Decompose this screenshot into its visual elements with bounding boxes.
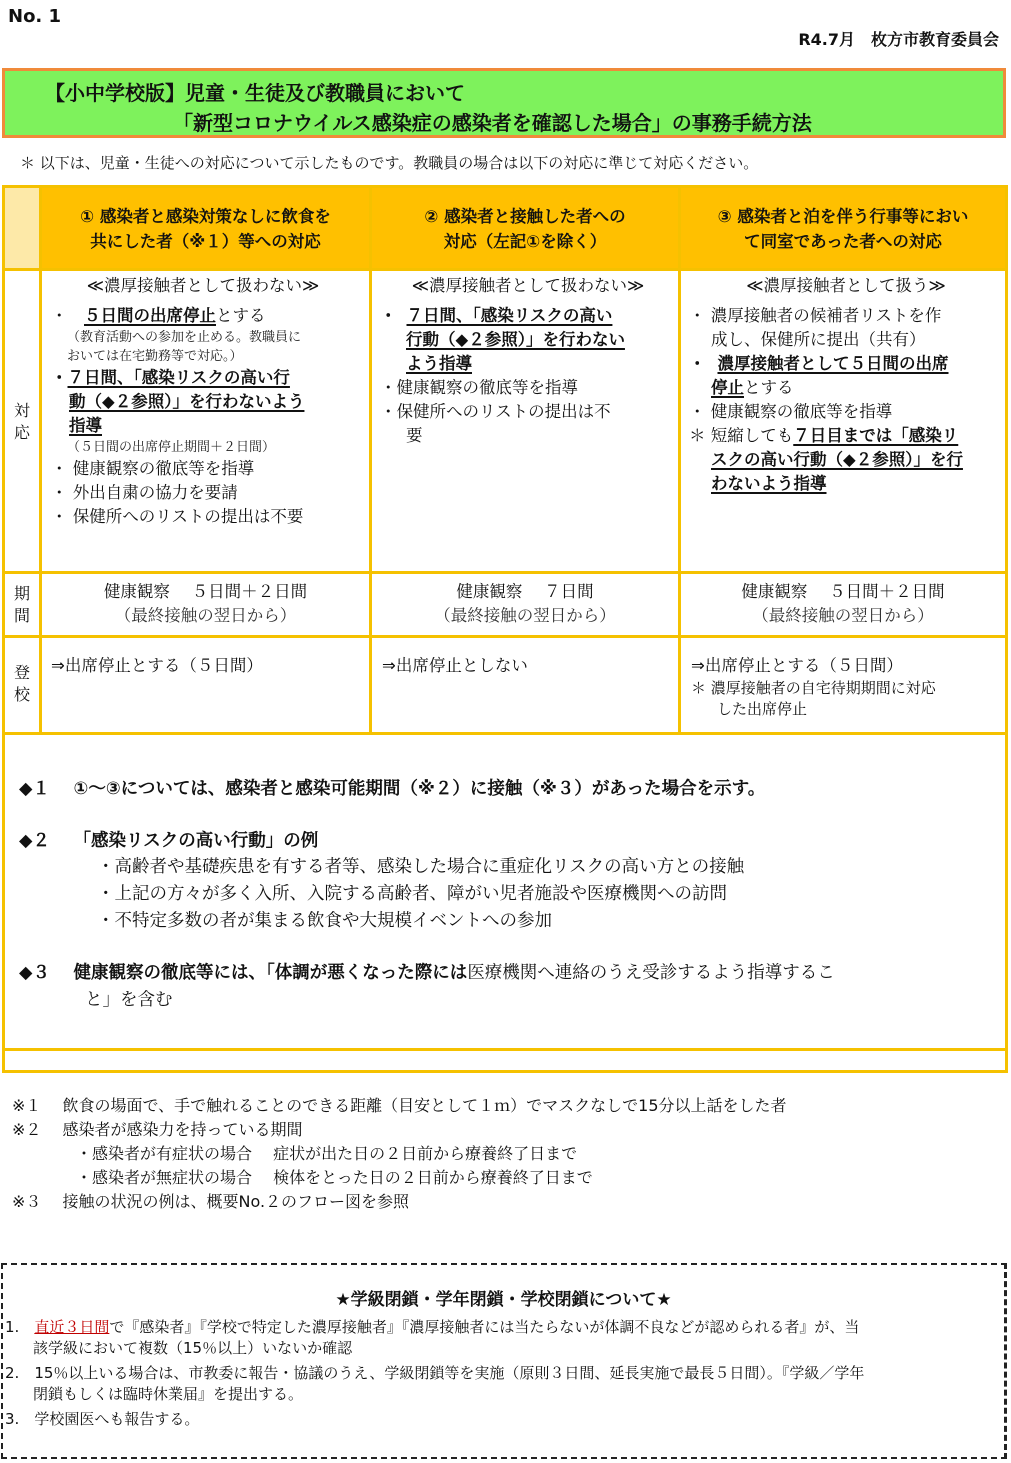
title-line-1: 【小中学校版】児童・生徒及び教職員において [45,81,465,105]
closure-item-2: 2. 15％以上いる場合は、市教委に報告・協議のうえ、学級閉鎖等を実施（原則３日間、延長実施で最長５日間）。『学級／学年 閉鎖もしくは臨時休業届』を提出する。 [5,1364,865,1403]
row-label-attendance: 登 校 [13,663,30,704]
note-3-continued: と」を含む [85,990,173,1010]
intro-note: ＊ 以下は、児童・生徒への対応について示したものです。教職員の場合は以下の対応に準じて対応ください。 [20,154,759,172]
footnote-1: ※１ 飲食の場面で、手で触れることのできる距離（目安として１ｍ）でマスクなしで15分以上話をした者 [12,1096,787,1115]
col3-header: ③ 感染者と泊を伴う行事等におい て同室であった者への対応 [717,207,969,251]
footnote-2a: ・感染者が有症状の場合 症状が出た日の２日前から療養終了日まで [76,1144,578,1163]
note-3: ◆３ 健康観察の徹底等には、「体調が悪くなった際には医療機関へ連絡のうえ受診するよう指導するこ [19,963,835,983]
col1-attendance: ⇒出席停止とする（５日間） [51,656,263,675]
title-line-2: 「新型コロナウイルス感染症の感染者を確認した場合」の事務手続方法 [173,111,812,135]
note-2-item: ・上記の方々が多く入所、入院する高齢者、障がい児者施設や医療機関への訪問 [97,884,727,904]
note-2-heading: ◆２ 「感染リスクの高い行動」の例 [19,831,319,851]
closure-box [1,1263,1007,1459]
note-1: ◆１ ①～③については、感染者と感染可能期間（※２）に接触（※３）があった場合を示す。 [19,779,766,799]
note-2-item: ・不特定多数の者が集まる飲食や大規模イベントへの参加 [97,911,552,931]
footnote-2b: ・感染者が無症状の場合 検体をとった日の２日前から療養終了日まで [76,1168,593,1187]
response-table [2,185,1008,735]
col3-response: ≪濃厚接触者として扱う≫ ・ 濃厚接触者の候補者リストを作 成し、保健所に提出（共有） ・ 濃厚接触者として５日間の出席 停止とする ・ 健康観察の徹底等を指導 ＊ 短縮しても７日目までは「感染リ スクの高い行動（◆２参照）」を行 わないよう指導 [689,276,963,493]
col2-response: ≪濃厚接触者として扱わない≫ ・ ７日間、「感染リスクの高い 行動（◆２参照）」を行わない よう指導 ・健康観察の徹底等を指導 ・保健所へのリストの提出は不 要 [380,276,645,445]
col3-attendance: ⇒出席停止とする（５日間） ＊ 濃厚接触者の自宅待期期間に対応 した出席停止 [691,656,936,718]
notes-box [2,735,1008,1073]
closure-item-1: 1. 直近３日間で『感染者』『学校で特定した濃厚接触者』『濃厚接触者には当たらないが体調不良などが認められる者』が、当 該学級において複数（15％以上）いないか確認 [5,1318,860,1357]
row-label-period: 期 間 [13,584,30,625]
closure-item-3: 3. 学校園医へも報告する。 [5,1410,200,1428]
title-banner [2,68,1006,138]
closure-title: ★学級閉鎖・学年閉鎖・学校閉鎖について★ [335,1290,672,1310]
date-and-organization: R4.7月 枚方市教育委員会 [798,30,999,49]
header-corner [5,188,39,268]
document-number: No. 1 [8,6,62,27]
col2-period: 健康観察 ７日間 （最終接触の翌日から） [434,582,616,625]
row-label-response: 対 応 [13,401,30,442]
col2-attendance: ⇒出席停止としない [382,656,528,675]
col3-period: 健康観察 ５日間＋２日間 （最終接触の翌日から） [741,582,945,625]
col2-header: ② 感染者と接触した者への 対応（左記①を除く） [424,207,626,251]
col1-response: ≪濃厚接触者として扱わない≫ ・ ５日間の出席停止とする （教育活動への参加を止める。教職員に おいては在宅勤務等で対応。） ・ ７日間、「感染リスクの高い行 動（◆２参照）」を行わないよう 指導 （５日間の出席停止期間＋２日間） ・ 健康観察の徹底等を指導 ・ 外出自粛の協力を要請 ・ 保健所へのリストの提出は不要 [51,276,320,526]
footnote-2: ※２ 感染者が感染力を持っている期間 [12,1120,303,1139]
col1-period: 健康観察 ５日間＋２日間 （最終接触の翌日から） [103,582,308,625]
col1-header: ① 感染者と感染対策なしに飲食を 共にした者（※１）等への対応 [80,207,331,251]
footnote-3: ※３ 接触の状況の例は、概要No.２のフロー図を参照 [12,1192,410,1211]
note-2-item: ・高齢者や基礎疾患を有する者等、感染した場合に重症化リスクの高い方との接触 [97,857,745,877]
